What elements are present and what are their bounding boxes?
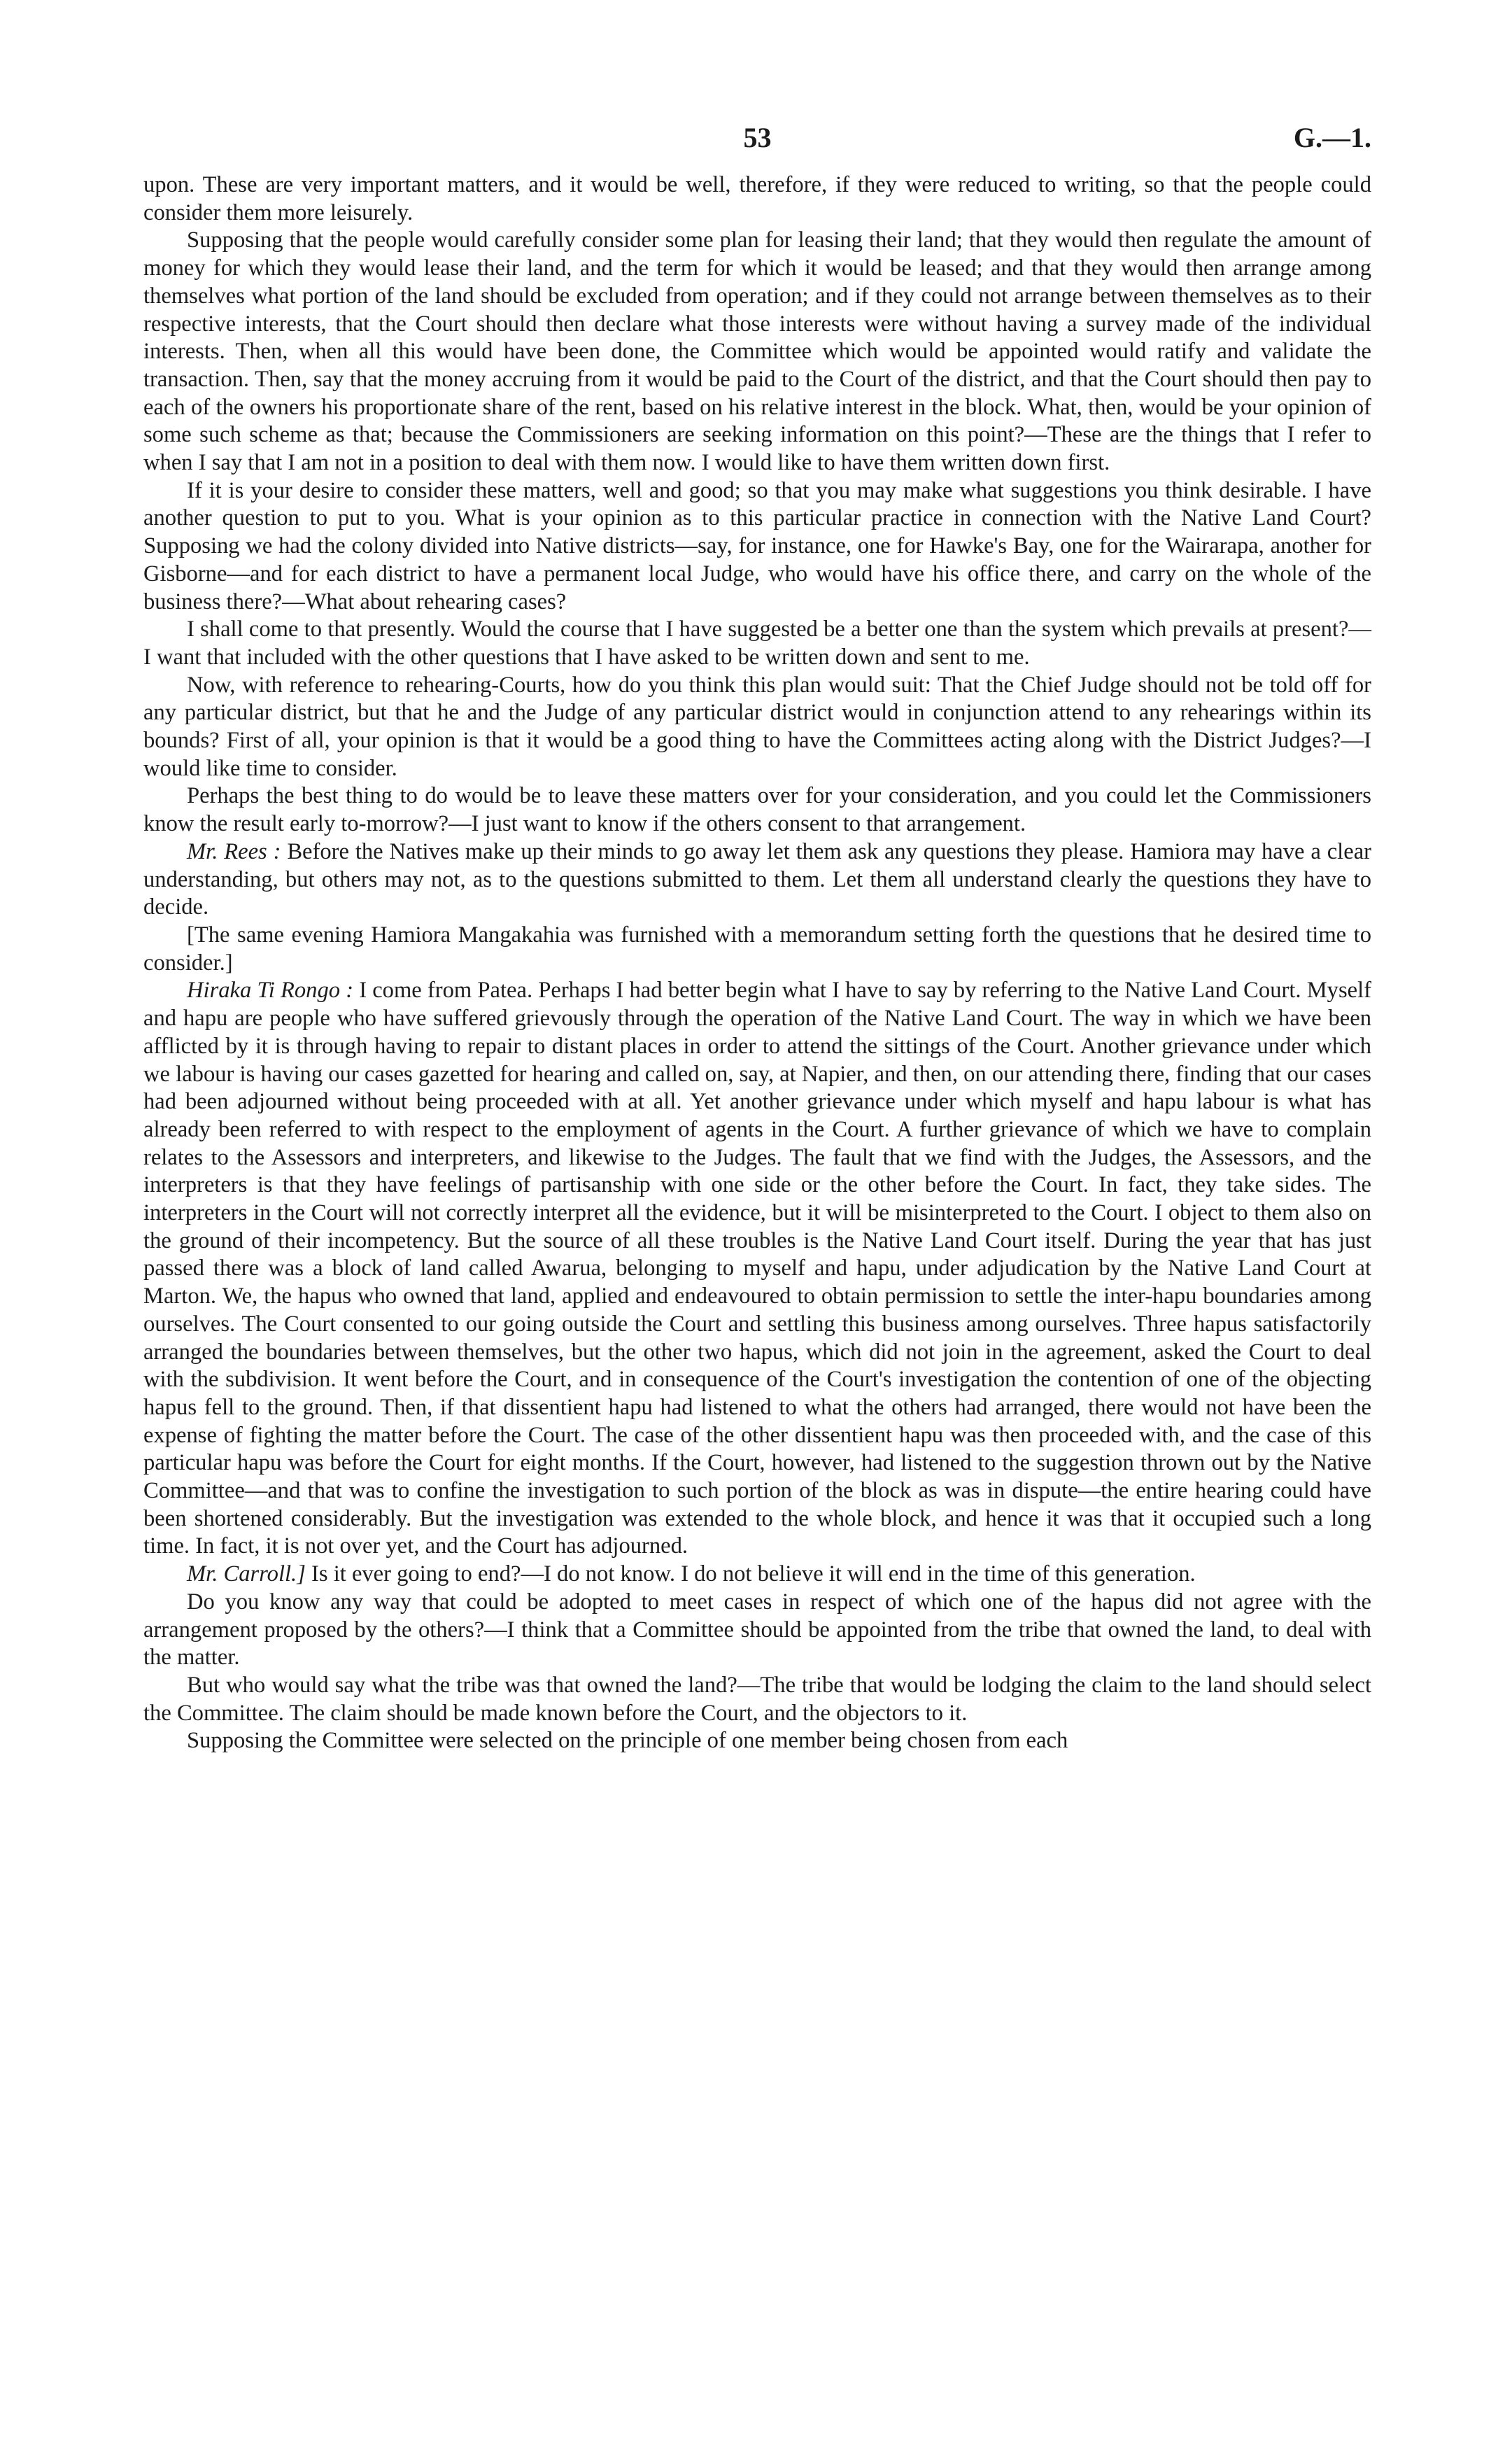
paragraph-text: Is it ever going to end?—I do not know. I do not believe it will end in the time of this generation. (305, 1561, 1196, 1587)
paragraph-text: Supposing that the people would carefully consider some plan for leasing their land; that they would then regulate the amount of money for which they would lease their land, and the term for which it would be leased; and that they would then arrange among themselves what portion of the land should be excluded from operation; and if they could not arrange between themselves as to their respective interests, that the Court should then declare what those interests were without having a survey made of the individual interests. Then, when all this would have been done, the Committee which would be appointed would ratify and validate the transaction. Then, say that the money accruing from it would be paid to the Court of the district, and that the Court should then pay to each of the owners his proportionate share of the rent, based on his relative interest in the block. What, then, would be your opinion of some such scheme as that; because the Commissioners are seeking information on this point?—These are the things that I refer to when I say that I am not in a position to deal with them now. I would like to have them written down first. (143, 227, 1371, 476)
paragraph (143, 1672, 1371, 1727)
page-header (143, 115, 1371, 164)
page-number: 53 (743, 122, 772, 153)
paragraph (143, 171, 1371, 227)
speaker-name: Hiraka Ti Rongo : (187, 978, 354, 1004)
paragraph (143, 227, 1371, 477)
paragraph-text: Do you know any way that could be adopted to meet cases in respect of which one of the hapus did not agree with the arrangement proposed by the others?—I think that a Committee should be appointed from the tribe that owned the land, to deal with the matter. (143, 1589, 1371, 1670)
document-code: G.—1. (1293, 122, 1371, 153)
paragraph (143, 922, 1371, 977)
paragraph-text: [The same evening Hamiora Mangakahia was furnished with a memorandum setting forth the questions that he desired time to consider.] (143, 922, 1371, 976)
paragraph-text: Before the Natives make up their minds to go away let them ask any questions they please. Hamiora may have a clear understanding, but others may not, as to the questions submitted to them. Let them all understand clearly the questions they have to decide. (143, 838, 1372, 920)
paragraph (143, 616, 1371, 671)
paragraph-text: I come from Patea. Perhaps I had better begin what I have to say by referring to the Native Land Court. Myself and hapu are people who have suffered grievously through the operation of the Native Land Court. The way in which we have been afflicted by it is through having to repair to distant places in order to attend the sittings of the Court. Another grievance under which we labour is having our cases gazetted for hearing and called on, say, at Napier, and then, on our attending there, finding that our cases had been adjourned without being proceeded with at all. Yet another grievance under which myself and hapu labour is what has already been referred to with respect to the employment of agents in the Court. A further grievance of which we have to complain relates to the Assessors and interpreters, and likewise to the Judges. The fault that we find with the Judges, the Assessors, and the interpreters is that they have feelings of partisanship with one side or the other before the Court. In fact, they take sides. The interpreters in the Court will not correctly interpret all the evidence, but it will be misinterpreted to the Court. I object to them also on the ground of their incompetency. But the source of all these troubles is the Native Land Court itself. During the year that has just passed there was a block of land called Awarua, belonging to myself and hapu, under adjudication by the Native Land Court at Marton. We, the hapus who owned that land, applied and endeavoured to obtain permission to settle the inter-hapu boundaries among ourselves. The Court consented to our going outside the Court and settling this business among ourselves. Three hapus satisfactorily arranged the boundaries between themselves, but the other two hapus, which did not join in the agreement, asked the Court to deal with the subdivision. It went before the Court, and in consequence of the Court's investigation the contention of one of the objecting hapus fell to the ground. Then, if that dissentient hapu had listened to what the others had arranged, there would not have been the expense of fighting the matter before the Court. The case of the other dissentient hapu was then proceeded with, and the case of this particular hapu was before the Court for eight months. If the Court, however, had listened to the suggestion thrown out by the Native Committee—and that was to confine the investigation to such portion of the block as was in dispute—the entire hearing could have been shortened considerably. But the investigation was extended to the whole block, and hence it was that it occupied such a long time. In fact, it is not over yet, and the Court has adjourned. (143, 978, 1371, 1559)
body-text (143, 171, 1371, 1755)
paragraph-text: Now, with reference to rehearing-Courts, how do you think this plan would suit: That the Chief Judge should not be told off for any particular district, but that he and the Judge of any particular district would in conjunction attend to any rehearings within its bounds? First of all, your opinion is that it would be a good thing to have the Committees acting along with the District Judges?—I would like time to consider. (143, 672, 1371, 781)
paragraph-text: If it is your desire to consider these matters, well and good; so that you may make what suggestions you think desirable. I have another question to put to you. What is your opinion as to this particular practice in connection with the Native Land Court? Supposing we had the colony divided into Native districts—say, for instance, one for Hawke's Bay, one for the Wairarapa, another for Gisborne—and for each district to have a permanent local Judge, who would have his office there, and carry on the whole of the business there?—What about rehearing cases? (143, 477, 1371, 614)
paragraph (143, 1589, 1371, 1672)
paragraph (143, 672, 1371, 783)
document-page (143, 115, 1371, 1755)
paragraph (143, 782, 1371, 838)
paragraph-text: But who would say what the tribe was that owned the land?—The tribe that would be lodging the claim to the land should select the Committee. The claim should be made known before the Court, and the objectors to it. (143, 1672, 1371, 1726)
paragraph (143, 838, 1371, 922)
paragraph (143, 477, 1371, 617)
speaker-name: Mr. Carroll.] (187, 1561, 306, 1587)
paragraph (143, 1727, 1371, 1755)
paragraph-text: I shall come to that presently. Would the course that I have suggested be a better one than the system which prevails at present?—I want that included with the other questions that I have asked to be written down and sent to me. (143, 617, 1371, 670)
paragraph-text: Perhaps the best thing to do would be to leave these matters over for your consideration, and you could let the Commissioners know the result early to-morrow?—I just want to know if the others consent to that arrangement. (143, 783, 1371, 837)
speaker-name: Mr. Rees : (187, 838, 281, 864)
paragraph (143, 977, 1371, 1561)
paragraph (143, 1561, 1371, 1589)
paragraph-text: Supposing the Committee were selected on the principle of one member being chosen from each (187, 1728, 1068, 1754)
paragraph-text: upon. These are very important matters, and it would be well, therefore, if they were reduced to writing, so that the people could consider them more leisurely. (143, 172, 1371, 225)
